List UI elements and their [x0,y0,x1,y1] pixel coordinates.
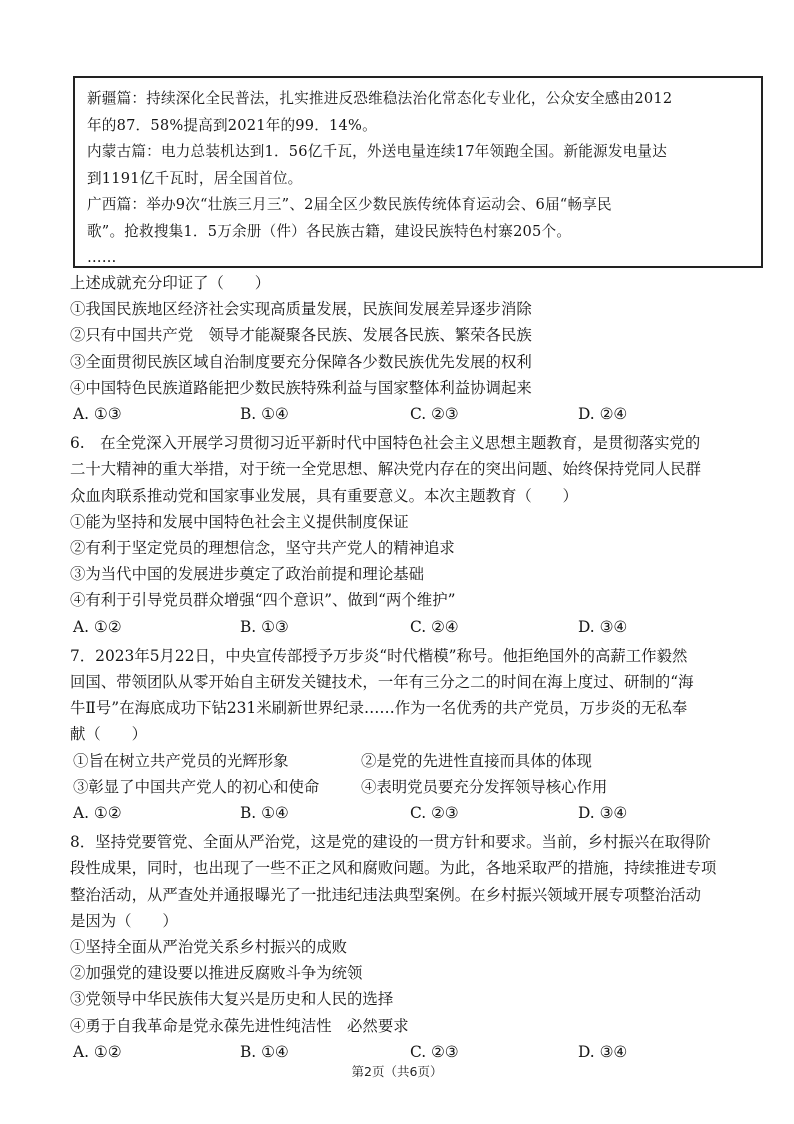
answer-options [70,800,770,826]
achievement-quote-box [73,76,763,268]
option-b[interactable]: B. ①④ [240,1042,289,1061]
option-a[interactable]: A. ①② [73,804,122,822]
question-stem-line: 牛Ⅱ号”在海底成功下钻231米刷新世界纪录……作为一名优秀的共产党员，万步炎的无私奉 [70,699,688,718]
question-stem-line: 献（ ） [70,725,147,744]
statement-item: ④勇于自我革命是党永葆先进性纯洁性 必然要求 [70,1016,409,1035]
option-d[interactable]: D. ②④ [578,405,628,424]
question-5 [70,270,770,427]
question-stem-line: 回国、带领团队从零开始自主研发关键技术，一年有三分之二的时间在海上度过、研制的“海 [70,673,694,692]
question-stem-line: 众血肉联系推动党和国家事业发展，具有重要意义。本次主题教育（ ） [70,486,578,505]
option-b[interactable]: B. ①④ [240,804,289,822]
quote-line: 到1191亿千瓦时，居全国首位。 [87,169,303,187]
option-c[interactable]: C. ②③ [410,405,459,424]
option-c[interactable]: C. ②③ [410,1042,459,1061]
question-stem-line: 整治活动，从严查处并通报曝光了一批违纪违法典型案例。在乡村振兴领域开展专项整治活动 [70,885,702,904]
statement-item: ①我国民族地区经济社会实现高质量发展，民族间发展差异逐步消除 [70,300,532,319]
question-6 [70,430,770,640]
question-stem-line: 7．2023年5月22日，中央宣传部授予万步炎“时代楷模”称号。他拒绝国外的高薪工作毅然 [70,646,688,665]
option-d[interactable]: D. ③④ [578,804,628,822]
statement-row [70,774,770,800]
option-c[interactable]: C. ②③ [410,804,459,822]
statement-item: ②是党的先进性直接而具体的体现 [361,751,592,770]
question-stem: 上述成就充分印证了（ ） [70,274,271,292]
question-stem-line: 6. 在全党深入开展学习贯彻习近平新时代中国特色社会主义思想主题教育，是贯彻落实党的 [70,434,701,453]
question-stem-line: 二十大精神的重大举措，对于统一全党思想、解决党内存在的突出问题、始终保持党同人民群 [70,460,702,479]
option-b[interactable]: B. ①④ [240,405,289,424]
question-8 [70,829,770,1065]
quote-line: 年的87．58%提高到2021年的99．14%。 [87,116,377,134]
statement-item: ④中国特色民族道路能把少数民族特殊利益与国家整体利益协调起来 [70,378,532,397]
statement-item: ①坚持全面从严治党关系乡村振兴的成败 [70,938,348,956]
statement-item: ②只有中国共产党 领导才能凝聚各民族、发展各民族、繁荣各民族 [70,326,532,345]
statement-row [70,748,770,774]
answer-options [70,401,770,427]
option-b[interactable]: B. ①③ [240,617,289,636]
question-7 [70,643,770,826]
question-stem-line: 段性成果，同时，也出现了一些不正之风和腐败问题。为此，各地采取严的措施，持续推进专项 [70,859,717,878]
statement-item: ③为当代中国的发展进步奠定了政治前提和理论基础 [70,565,424,584]
statement-item: ④有利于引导党员群众增强“四个意识”、做到“两个维护” [70,591,456,610]
statement-item: ②有利于坚定党员的理想信念，坚守共产党人的精神追求 [70,539,455,558]
question-list [70,270,770,1065]
page-number-footer: 第2页（共6页） [351,1064,443,1079]
question-stem-line: 8．坚持党要管党、全面从严治党，这是党的建设的一贯方针和要求。当前，乡村振兴在取得阶 [70,833,711,852]
statement-item: ③党领导中华民族伟大复兴是历史和人民的选择 [70,990,394,1009]
statement-item: ④表明党员要充分发挥领导核心作用 [361,777,608,796]
answer-options [70,614,770,640]
quote-line: 广西篇：举办9次“壮族三月三”、2届全区少数民族传统体育运动会、6届“畅享民 [87,196,612,213]
option-d[interactable]: D. ③④ [578,1042,628,1061]
statement-item: ②加强党的建设要以推进反腐败斗争为统领 [70,964,363,983]
quote-line: 新疆篇：持续深化全民普法，扎实推进反恐维稳法治化常态化专业化，公众安全感由2012 [87,90,673,107]
option-c[interactable]: C. ②④ [410,617,459,636]
option-d[interactable]: D. ③④ [578,617,628,636]
quote-line: 内蒙古篇：电力总装机达到1．56亿千瓦，外送电量连续17年领跑全国。新能源发电量达 [87,143,668,160]
question-stem-line: 是因为（ ） [70,911,178,930]
quote-line: …… [87,249,117,266]
statement-item: ③全面贯彻民族区域自治制度要充分保障各少数民族优先发展的权利 [70,352,532,371]
option-a[interactable]: A. ①③ [73,405,122,424]
statement-item: ③彰显了中国共产党人的初心和使命 [73,777,320,796]
option-a[interactable]: A. ①② [73,617,122,636]
option-a[interactable]: A. ①② [73,1042,122,1061]
statement-item: ①能为坚持和发展中国特色社会主义提供制度保证 [70,512,409,531]
statement-item: ①旨在树立共产党员的光辉形象 [73,751,289,770]
quote-line: 歌”。抢救搜集1．5万余册（件）各民族古籍，建设民族特色村寨205个。 [87,222,572,240]
